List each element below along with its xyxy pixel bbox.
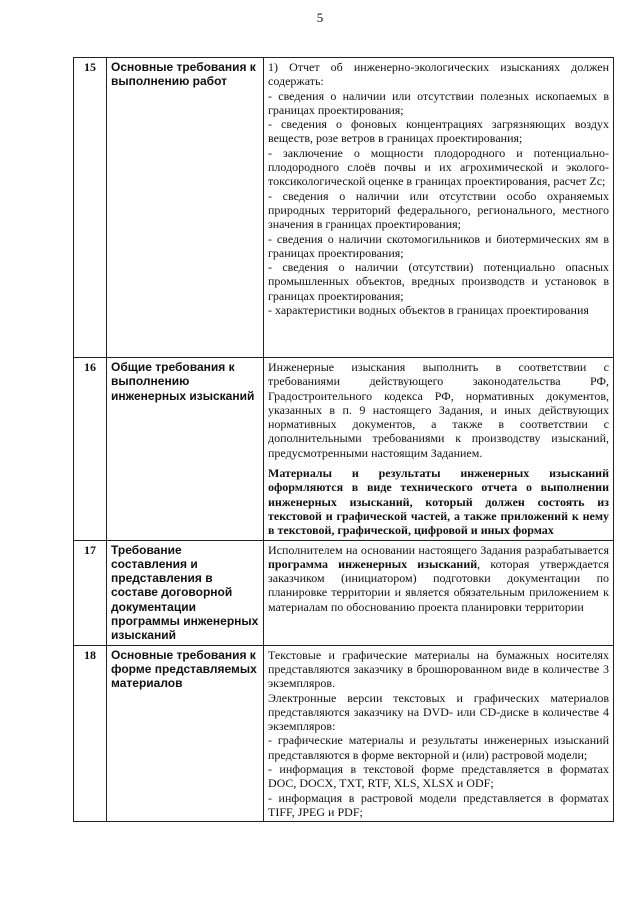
content-paragraph: - сведения о наличии скотомогильников и биотермических ям в границах проектирования; — [268, 231, 609, 260]
content-paragraph: - заключение о мощности плодородного и потенциально-плодородного слоёв почвы и их агрохимической и эколого-токсикологической оценке в границах проектирования, расчет Zc; — [268, 145, 609, 189]
content-paragraph: - сведения о наличии или отсутствии особо охраняемых природных территорий федерального, регионального, местного значения в границах проектирования; — [268, 188, 609, 232]
row-title: Общие требования к выполнению инженерных изысканий — [107, 358, 264, 541]
content-paragraph: - сведения о фоновых концентрациях загрязняющих воздух веществ, розе ветров в границах проектирования; — [268, 117, 609, 146]
content-paragraph: Электронные версии текстовых и графических материалов представляются заказчику на DVD- или CD-диске в количестве 4 экземпляров: — [268, 690, 609, 734]
content-paragraph: Текстовые и графические материалы на бумажных носителях представляются заказчику в брошюрованном виде в количестве 3 экземпляров. — [268, 647, 609, 691]
row-content — [264, 58, 614, 358]
requirements-table — [73, 57, 614, 822]
text-segment: Исполнителем на основании настоящего Задания разрабатывается — [268, 542, 609, 557]
page-number: 5 — [316, 10, 324, 25]
row-number: 16 — [74, 358, 107, 541]
table-row — [74, 540, 614, 645]
content-paragraph: - сведения о наличии или отсутствии полезных ископаемых в границах проектирования; — [268, 88, 609, 117]
content-paragraph: - сведения о наличии (отсутствии) потенциально опасных промышленных объектов, вредных производств и установок в границах проектирования; — [268, 260, 609, 303]
content-paragraph — [268, 543, 609, 614]
row-number: 18 — [74, 645, 107, 822]
row-title: Основные требования к выполнению работ — [107, 58, 264, 358]
content-paragraph: - информация в растровой модели представляется в форматах TIFF, JPEG и PDF; — [268, 790, 609, 819]
row-number: 15 — [74, 58, 107, 358]
content-paragraph: - информация в текстовой форме представляется в форматах DOC, DOCX, TXT, RTF, XLS, XLSX и ODF; — [268, 762, 609, 791]
text-segment: , которая утверждается заказчиком (инициатором) подготовки документации по планировке территории и является обязательным приложением к материалам по обоснованию проекта планировки территории — [268, 556, 609, 614]
content-paragraph: Инженерные изыскания выполнить в соответствии с требованиями действующего законодательства РФ, Градостроительного кодекса РФ, нормативных документов, указанных в п. 9 настоящего Задания, и иных действующих нормативных документов, а также в соответствии с дополнительными требованиями к производству изысканий, предусмотренными настоящим Заданием. — [268, 360, 609, 460]
bold-paragraph: Материалы и результаты инженерных изысканий оформляются в виде технического отчета о выполнении инженерных изысканий, который должен состоять из текстовой и графической частей, а также приложений к нему в текстовой, графической, цифровой и иных формах — [268, 466, 609, 538]
row-content — [264, 358, 614, 541]
table-row — [74, 58, 614, 358]
table-row — [74, 645, 614, 822]
row-title: Основные требования к форме представляемых материалов — [107, 645, 264, 822]
content-paragraph: - графические материалы и результаты инженерных изысканий представляются в форме векторной и (или) растровой модели; — [268, 733, 609, 762]
content-paragraph: 1) Отчет об инженерно-экологических изысканиях должен содержать: — [268, 60, 609, 89]
row-content — [264, 645, 614, 822]
table-row — [74, 358, 614, 541]
row-title: Требование составления и представления в составе договорной документации программы инженерных изысканий — [107, 540, 264, 645]
row-content — [264, 540, 614, 645]
bold-term: программа инженерных изысканий — [268, 556, 478, 571]
row-number: 17 — [74, 540, 107, 645]
content-paragraph: - характеристики водных объектов в границах проектирования — [268, 303, 589, 318]
